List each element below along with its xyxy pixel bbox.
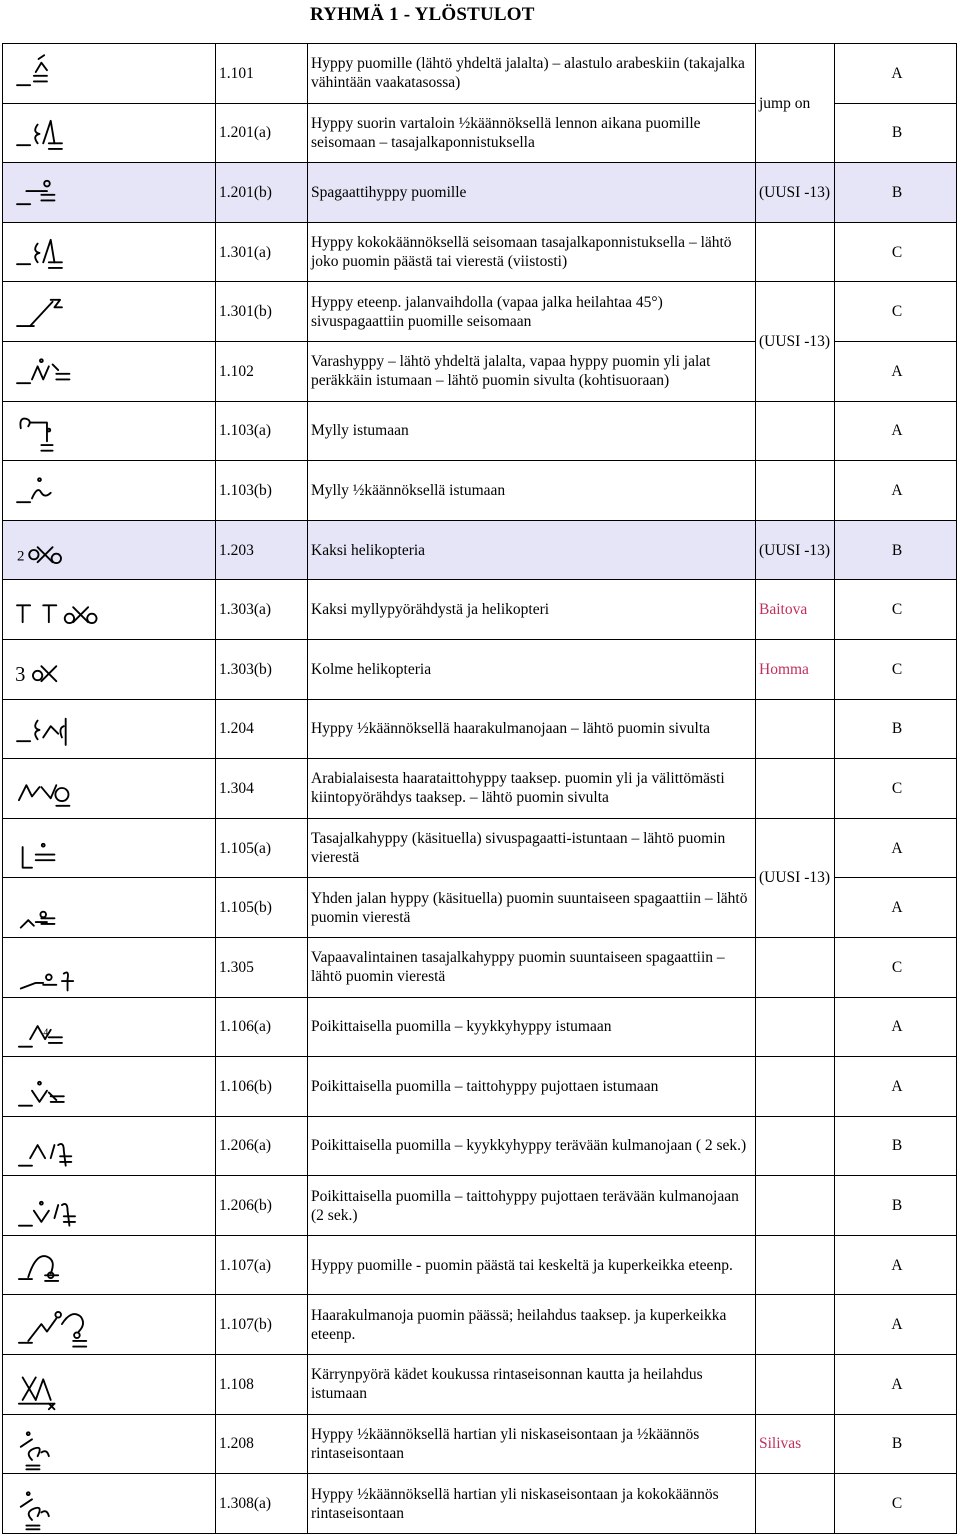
element-row xyxy=(3,580,957,640)
element-row xyxy=(3,1235,957,1295)
element-code: 1.303(b) xyxy=(216,639,308,699)
svg-text:3: 3 xyxy=(15,664,26,687)
arabian-straddle-symbol xyxy=(3,759,216,819)
element-description: Yhden jalan hyppy (käsituella) puomin suuntaiseen spagaattiin – lähtö puomin vierestä xyxy=(308,878,756,938)
element-row xyxy=(3,1474,957,1534)
swing-roll-symbol xyxy=(3,1295,216,1355)
difficulty-value: C xyxy=(835,580,957,640)
element-row xyxy=(3,818,957,878)
element-note xyxy=(756,1295,835,1355)
element-description: Hyppy puomille - puomin päästä tai keskeltä ja kuperkeikka eteenp. xyxy=(308,1235,756,1295)
difficulty-value: A xyxy=(835,1295,957,1355)
element-note xyxy=(756,997,835,1057)
element-description: Mylly istumaan xyxy=(308,401,756,461)
difficulty-value: A xyxy=(835,1057,957,1117)
element-description: Hyppy kokokäännöksellä seisomaan tasajalkaponnistuksella – lähtö joko puomin päästä tai vierestä (viistosti) xyxy=(308,222,756,282)
element-description: Poikittaisella puomilla – kyykkyhyppy istumaan xyxy=(308,997,756,1057)
element-row xyxy=(3,401,957,461)
element-description: Hyppy puomille (lähtö yhdeltä jalalta) – alastulo arabeskiin (takajalka vähintään vaakatasossa) xyxy=(308,44,756,104)
difficulty-value: C xyxy=(835,1474,957,1534)
element-note: (UUSI -13) xyxy=(756,520,835,580)
element-code: 1.105(b) xyxy=(216,878,308,938)
element-code: 1.201(a) xyxy=(216,103,308,163)
element-code: 1.308(a) xyxy=(216,1474,308,1534)
element-note xyxy=(756,222,835,282)
jump-arabesque-symbol xyxy=(3,44,216,104)
switch-leap-symbol xyxy=(3,282,216,342)
element-description: Hyppy ½käännöksellä haarakulmanojaan – lähtö puomin sivulta xyxy=(308,699,756,759)
split-jump-symbol xyxy=(3,163,216,223)
element-code: 1.301(a) xyxy=(216,222,308,282)
cartwheel-symbol xyxy=(3,1355,216,1415)
element-code: 1.301(b) xyxy=(216,282,308,342)
element-code: 1.103(a) xyxy=(216,401,308,461)
element-code: 1.303(a) xyxy=(216,580,308,640)
element-row xyxy=(3,1057,957,1117)
element-code: 1.107(a) xyxy=(216,1235,308,1295)
element-code: 1.305 xyxy=(216,937,308,997)
three-helicopters-symbol xyxy=(3,639,216,699)
element-row xyxy=(3,461,957,521)
page-title: RYHMÄ 1 - YLÖSTULOT xyxy=(310,4,535,25)
element-note xyxy=(756,401,835,461)
element-description: Hyppy ½käännöksellä hartian yli niskaseisontaan ja ½käännös rintaseisontaan xyxy=(308,1414,756,1474)
element-note xyxy=(756,1176,835,1236)
element-code: 1.106(a) xyxy=(216,997,308,1057)
difficulty-value: B xyxy=(835,699,957,759)
difficulty-value: A xyxy=(835,341,957,401)
element-description: Hyppy suorin vartaloin ½käännöksellä lennon aikana puomille seisomaan – tasajalkaponnistuksella xyxy=(308,103,756,163)
element-description: Arabialaisesta haarataittohyppy taaksep. puomin yli ja välittömästi kiintopyörähdys taaksep. – lähtö puomin sivulta xyxy=(308,759,756,819)
element-note: jump on xyxy=(756,44,835,163)
element-description: Poikittaisella puomilla – kyykkyhyppy terävään kulmanojaan ( 2 sek.) xyxy=(308,1116,756,1176)
difficulty-value: A xyxy=(835,1355,957,1415)
element-code: 1.201(b) xyxy=(216,163,308,223)
jump-half-turn-symbol xyxy=(3,103,216,163)
element-description: Hyppy eteenp. jalanvaihdolla (vapaa jalka heilahtaa 45°) sivuspagaattiin puomille seisomaan xyxy=(308,282,756,342)
element-row xyxy=(3,639,957,699)
difficulty-value: A xyxy=(835,44,957,104)
element-row xyxy=(3,1355,957,1415)
element-description: Mylly ½käännöksellä istumaan xyxy=(308,461,756,521)
difficulty-value: A xyxy=(835,997,957,1057)
element-code: 1.304 xyxy=(216,759,308,819)
element-row xyxy=(3,699,957,759)
element-note: (UUSI -13) xyxy=(756,282,835,401)
roll-forward-symbol xyxy=(3,1235,216,1295)
difficulty-value: A xyxy=(835,818,957,878)
element-description: Spagaattihyppy puomille xyxy=(308,163,756,223)
mill-circle-symbol xyxy=(3,401,216,461)
element-description: Hyppy ½käännöksellä hartian yli niskaseisontaan ja kokokäännös rintaseisontaan xyxy=(308,1474,756,1534)
difficulty-value: B xyxy=(835,1116,957,1176)
element-row xyxy=(3,997,957,1057)
difficulty-value: B xyxy=(835,163,957,223)
difficulty-value: C xyxy=(835,759,957,819)
difficulty-value: C xyxy=(835,282,957,342)
elements-table xyxy=(2,43,957,1534)
difficulty-value: C xyxy=(835,639,957,699)
element-code: 1.106(b) xyxy=(216,1057,308,1117)
svg-text:4: 4 xyxy=(43,1027,49,1039)
element-description: Tasajalkahyppy (käsituella) sivuspagaatti-istuntaan – lähtö puomin vierestä xyxy=(308,818,756,878)
element-code: 1.107(b) xyxy=(216,1295,308,1355)
element-code: 1.101 xyxy=(216,44,308,104)
element-note xyxy=(756,1235,835,1295)
element-description: Kaksi myllypyörähdystä ja helikopteri xyxy=(308,580,756,640)
jump-side-split-symbol xyxy=(3,818,216,878)
element-note: Silivas xyxy=(756,1414,835,1474)
element-description: Kärrynpyörä kädet koukussa rintaseisonnan kautta ja heilahdus istumaan xyxy=(308,1355,756,1415)
element-note: (UUSI -13) xyxy=(756,818,835,937)
element-description: Haarakulmanoja puomin päässä; heilahdus taaksep. ja kuperkeikka eteenp. xyxy=(308,1295,756,1355)
element-description: Varashyppy – lähtö yhdeltä jalalta, vapaa hyppy puomin yli jalat peräkkäin istumaan – lähtö puomin sivulta (kohtisuoraan) xyxy=(308,341,756,401)
shoulder-stand-full-symbol xyxy=(3,1474,216,1534)
mill-mill-helicopter-symbol xyxy=(3,580,216,640)
difficulty-value: B xyxy=(835,520,957,580)
element-note: Homma xyxy=(756,639,835,699)
difficulty-value: C xyxy=(835,222,957,282)
element-code: 1.103(b) xyxy=(216,461,308,521)
one-leg-split-symbol xyxy=(3,878,216,938)
difficulty-value: C xyxy=(835,937,957,997)
jump-full-turn-symbol xyxy=(3,222,216,282)
difficulty-value: B xyxy=(835,103,957,163)
element-note: (UUSI -13) xyxy=(756,163,835,223)
element-description: Kaksi helikopteria xyxy=(308,520,756,580)
free-split-symbol xyxy=(3,937,216,997)
element-code: 1.105(a) xyxy=(216,818,308,878)
element-note xyxy=(756,937,835,997)
element-note xyxy=(756,1057,835,1117)
element-code: 1.206(b) xyxy=(216,1176,308,1236)
element-code: 1.208 xyxy=(216,1414,308,1474)
element-row xyxy=(3,1176,957,1236)
element-row xyxy=(3,44,957,104)
stoop-v-sit-symbol xyxy=(3,1176,216,1236)
squat-v-sit-symbol xyxy=(3,1116,216,1176)
element-row xyxy=(3,1295,957,1355)
element-note xyxy=(756,699,835,759)
element-row xyxy=(3,1116,957,1176)
element-note xyxy=(756,1116,835,1176)
element-description: Vapaavalintainen tasajalkahyppy puomin suuntaiseen spagaattiin – lähtö puomin vierestä xyxy=(308,937,756,997)
element-row xyxy=(3,163,957,223)
element-note xyxy=(756,1474,835,1534)
difficulty-value: A xyxy=(835,878,957,938)
difficulty-value: B xyxy=(835,1176,957,1236)
squat-on-symbol xyxy=(3,997,216,1057)
element-row xyxy=(3,1414,957,1474)
element-note: Baitova xyxy=(756,580,835,640)
element-note xyxy=(756,759,835,819)
element-code: 1.102 xyxy=(216,341,308,401)
element-row xyxy=(3,282,957,342)
difficulty-value: A xyxy=(835,1235,957,1295)
element-note xyxy=(756,1355,835,1415)
element-description: Kolme helikopteria xyxy=(308,639,756,699)
element-row xyxy=(3,759,957,819)
element-code: 1.108 xyxy=(216,1355,308,1415)
mill-half-turn-symbol xyxy=(3,461,216,521)
half-turn-straddle-symbol xyxy=(3,699,216,759)
element-description: Poikittaisella puomilla – taittohyppy pujottaen terävään kulmanojaan (2 sek.) xyxy=(308,1176,756,1236)
element-description: Poikittaisella puomilla – taittohyppy pujottaen istumaan xyxy=(308,1057,756,1117)
stoop-through-symbol xyxy=(3,1057,216,1117)
difficulty-value: A xyxy=(835,461,957,521)
element-row xyxy=(3,937,957,997)
two-helicopters-symbol xyxy=(3,520,216,580)
element-row xyxy=(3,222,957,282)
difficulty-value: B xyxy=(835,1414,957,1474)
svg-text:2: 2 xyxy=(17,548,25,565)
shoulder-stand-half-symbol xyxy=(3,1414,216,1474)
element-note xyxy=(756,461,835,521)
element-code: 1.203 xyxy=(216,520,308,580)
element-row xyxy=(3,520,957,580)
element-code: 1.206(a) xyxy=(216,1116,308,1176)
thief-vault-symbol xyxy=(3,341,216,401)
element-code: 1.204 xyxy=(216,699,308,759)
difficulty-value: A xyxy=(835,401,957,461)
